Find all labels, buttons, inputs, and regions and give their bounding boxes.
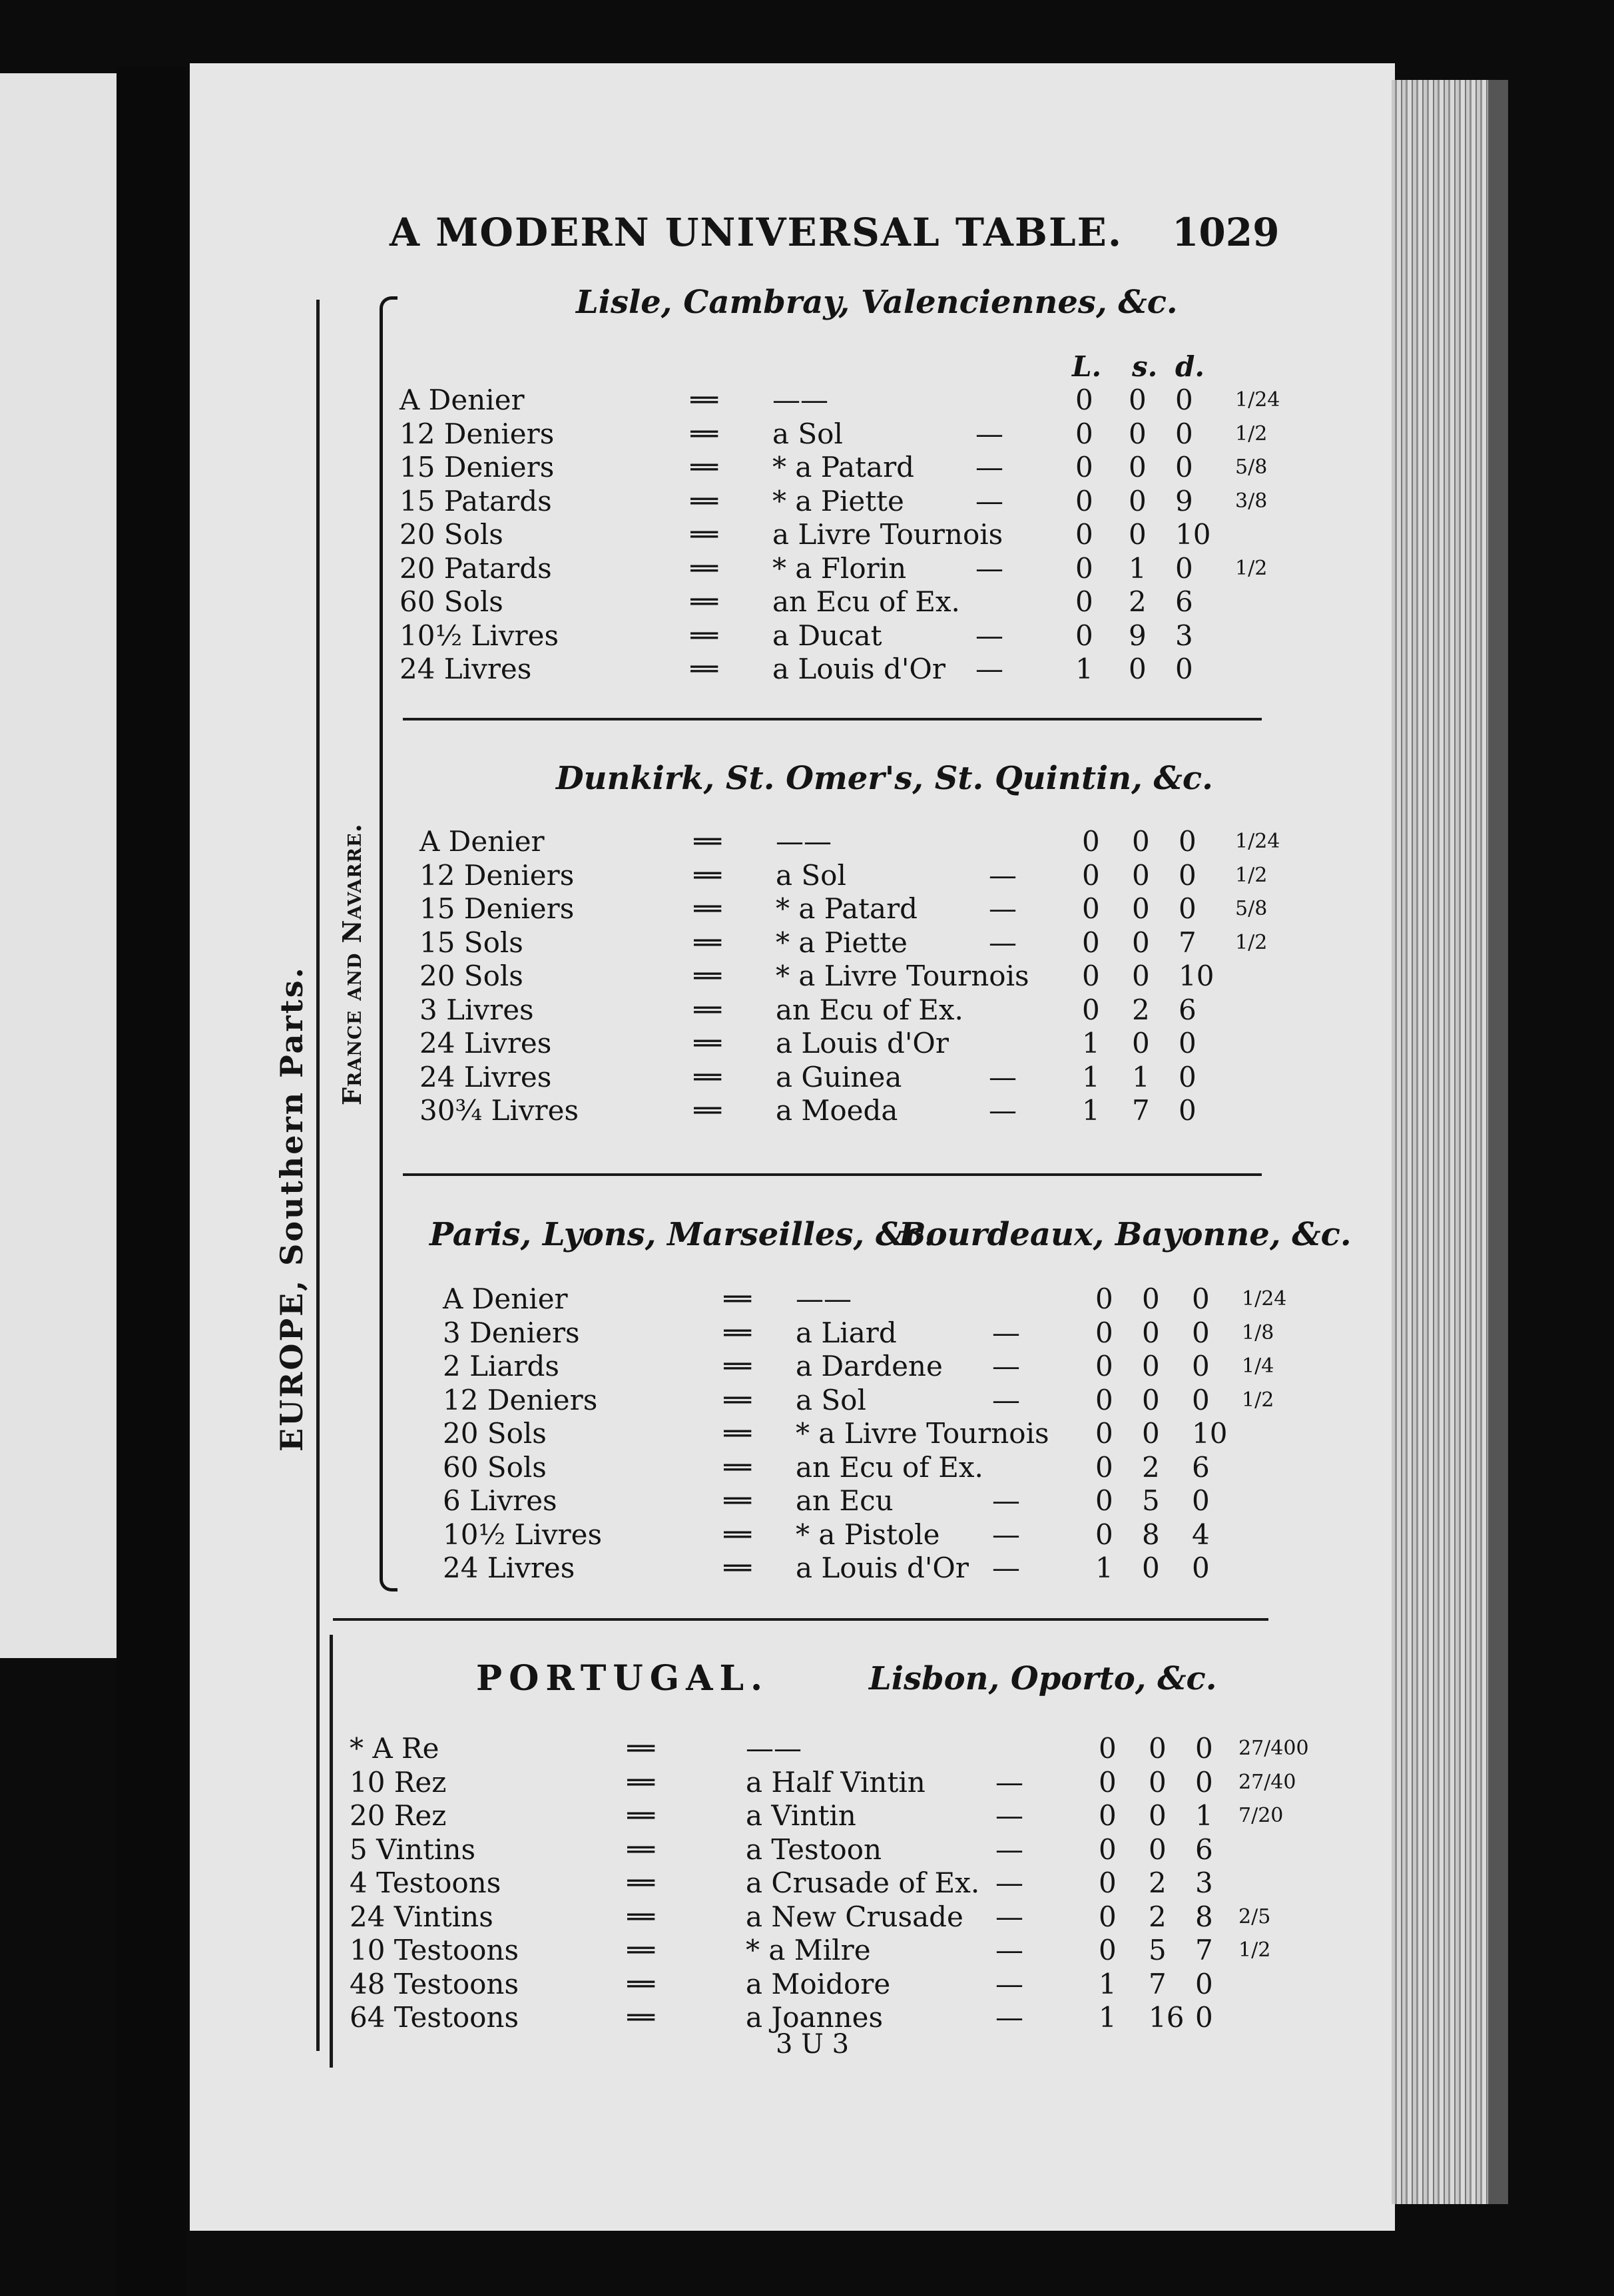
quantity-cell: 2 Liards <box>443 1350 559 1382</box>
shillings-cell: 2 <box>1132 994 1150 1026</box>
shillings-cell: 5 <box>1142 1484 1160 1517</box>
pounds-cell: 1 <box>1082 1061 1100 1093</box>
coin-name-cell: a Moidore <box>746 1968 891 2000</box>
leader-dash: — <box>995 2001 1023 2034</box>
pence-cell: 3 <box>1195 1866 1213 1899</box>
coin-name-cell: * a Milre <box>746 1934 871 1966</box>
coin-name-cell: a Louis d'Or <box>772 653 945 685</box>
pence-cell: 7 <box>1179 926 1197 959</box>
pounds-cell: 0 <box>1099 1934 1117 1966</box>
leader-dash: — <box>989 1094 1017 1127</box>
leader-dash: — <box>995 1833 1023 1866</box>
quantity-cell: 3 Deniers <box>443 1316 580 1349</box>
coin-name-cell: a Sol <box>796 1384 866 1416</box>
equals-sign: = <box>689 931 723 954</box>
section-title: Dunkirk, St. Omer's, St. Quintin, &c. <box>556 760 1213 797</box>
leader-dash: — <box>995 1866 1023 1899</box>
pence-cell: 0 <box>1179 1094 1197 1127</box>
shillings-cell: 0 <box>1132 825 1150 858</box>
coin-name-cell: a Sol <box>776 859 846 892</box>
coin-name-cell: an Ecu <box>796 1484 894 1517</box>
shillings-cell: 2 <box>1129 585 1147 618</box>
pence-cell: 6 <box>1192 1451 1210 1484</box>
section-title-right: Bourdeaux, Bayonne, &c. <box>899 1216 1352 1253</box>
shillings-cell: 8 <box>1142 1518 1160 1551</box>
pounds-cell: 0 <box>1099 1766 1117 1799</box>
pounds-cell: 0 <box>1075 585 1093 618</box>
quantity-cell: 10 Rez <box>350 1766 447 1799</box>
quantity-cell: 20 Patards <box>400 552 552 585</box>
pence-cell: 0 <box>1179 1027 1197 1059</box>
country-title: PORTUGAL. <box>476 1658 770 1699</box>
leader-dash: — <box>989 892 1017 925</box>
pounds-cell: 0 <box>1095 1451 1113 1484</box>
pounds-cell: 0 <box>1095 1350 1113 1382</box>
quantity-cell: 30¾ Livres <box>419 1094 579 1127</box>
shillings-cell: 0 <box>1142 1552 1160 1584</box>
pounds-cell: 0 <box>1095 1316 1113 1349</box>
equals-sign: = <box>686 557 720 580</box>
pence-cell: 10 <box>1175 518 1211 551</box>
quantity-cell: 12 Deniers <box>419 859 575 892</box>
coin-name-cell: an Ecu of Ex. <box>796 1451 983 1484</box>
fraction-cell: 1/24 <box>1235 388 1280 412</box>
section-divider-1 <box>403 718 1262 720</box>
fraction-cell: 1/24 <box>1235 830 1280 853</box>
quantity-cell: * A Re <box>350 1732 439 1765</box>
shillings-cell: 0 <box>1142 1384 1160 1416</box>
fraction-cell: 1/2 <box>1235 557 1268 580</box>
shillings-cell: 0 <box>1129 485 1147 517</box>
pence-cell: 6 <box>1175 585 1193 618</box>
fraction-cell: 27/40 <box>1238 1771 1296 1794</box>
leader-dash: — <box>995 1766 1023 1799</box>
pounds-cell: 0 <box>1099 1900 1117 1933</box>
equals-sign: = <box>623 1972 657 1996</box>
quantity-cell: 3 Livres <box>419 994 534 1026</box>
leader-dash: — <box>989 859 1017 892</box>
leader-dash: — <box>995 1968 1023 2000</box>
pence-cell: 0 <box>1179 892 1197 925</box>
coin-name-cell: * a Livre Tournois <box>796 1417 1049 1450</box>
leader-dash: — <box>975 552 1003 585</box>
shillings-cell: 7 <box>1132 1094 1150 1127</box>
pence-cell: 4 <box>1192 1518 1210 1551</box>
coin-name-cell: * a Florin <box>772 552 907 585</box>
pounds-cell: 0 <box>1095 1384 1113 1416</box>
section-title: Lisle, Cambray, Valenciennes, &c. <box>576 284 1178 321</box>
equals-sign: = <box>719 1523 753 1546</box>
leader-dash: — <box>995 1799 1023 1832</box>
leader-dash: — <box>995 1934 1023 1966</box>
pounds-cell: 0 <box>1075 418 1093 450</box>
shillings-cell: 5 <box>1149 1934 1167 1966</box>
quantity-cell: A Denier <box>400 384 525 416</box>
quantity-cell: 6 Livres <box>443 1484 557 1517</box>
equals-sign: = <box>623 1905 657 1928</box>
shillings-cell: 0 <box>1142 1417 1160 1450</box>
leader-dash: — <box>975 485 1003 517</box>
pounds-cell: 0 <box>1099 1799 1117 1832</box>
shillings-cell: 0 <box>1149 1833 1167 1866</box>
pounds-cell: 0 <box>1075 485 1093 517</box>
coin-name-cell: a Louis d'Or <box>776 1027 949 1059</box>
shillings-column-head: s. <box>1132 350 1158 383</box>
previous-page-edge <box>0 73 117 1658</box>
leader-dash: — <box>992 1384 1020 1416</box>
equals-sign: = <box>623 2006 657 2029</box>
leader-dash: — <box>975 418 1003 450</box>
pence-cell: 10 <box>1179 960 1214 992</box>
quantity-cell: 64 Testoons <box>350 2001 519 2034</box>
pounds-column-head: L. <box>1072 350 1102 383</box>
coin-name-cell: * a Patard <box>772 451 915 483</box>
equals-sign: = <box>689 964 723 988</box>
pounds-cell: 0 <box>1075 552 1093 585</box>
quantity-cell: 15 Deniers <box>400 451 555 483</box>
coin-name-cell: a Guinea <box>776 1061 902 1093</box>
pence-cell: 8 <box>1195 1900 1213 1933</box>
france-brace <box>380 296 398 1591</box>
coin-name-cell: * a Piette <box>776 926 908 959</box>
pence-cell: 3 <box>1175 619 1193 652</box>
pounds-cell: 0 <box>1082 960 1100 992</box>
pence-cell: 0 <box>1175 653 1193 685</box>
pounds-cell: 0 <box>1099 1866 1117 1899</box>
equals-sign: = <box>719 1388 753 1412</box>
shillings-cell: 2 <box>1142 1451 1160 1484</box>
pence-cell: 0 <box>1175 451 1193 483</box>
quantity-cell: 60 Sols <box>400 585 503 618</box>
fraction-cell: 1/4 <box>1242 1354 1274 1378</box>
fraction-cell: 1/24 <box>1242 1287 1287 1310</box>
coin-name-cell: * a Livre Tournois <box>776 960 1029 992</box>
equals-sign: = <box>719 1556 753 1579</box>
book-gutter <box>117 67 186 2296</box>
pence-cell: 0 <box>1195 1968 1213 2000</box>
pounds-cell: 0 <box>1082 994 1100 1026</box>
quantity-cell: 24 Livres <box>419 1027 552 1059</box>
quantity-cell: 20 Sols <box>443 1417 547 1450</box>
fraction-cell: 2/5 <box>1238 1905 1271 1928</box>
running-title: A MODERN UNIVERSAL TABLE. <box>390 210 1123 255</box>
quantity-cell: 20 Sols <box>419 960 523 992</box>
equals-sign: = <box>689 897 723 920</box>
shillings-cell: 0 <box>1149 1766 1167 1799</box>
equals-sign: = <box>623 1871 657 1894</box>
equals-sign: = <box>623 1838 657 1861</box>
equals-sign: = <box>686 422 720 445</box>
equals-sign: = <box>686 624 720 647</box>
coin-name-cell: a Half Vintin <box>746 1766 926 1799</box>
shillings-cell: 0 <box>1129 518 1147 551</box>
pounds-cell: 0 <box>1099 1833 1117 1866</box>
shillings-cell: 16 <box>1149 2001 1185 2034</box>
shillings-cell: 0 <box>1132 960 1150 992</box>
equals-sign: = <box>719 1354 753 1378</box>
coin-name-cell: a Louis d'Or <box>796 1552 969 1584</box>
fraction-cell: 1/8 <box>1242 1321 1274 1344</box>
shillings-cell: 2 <box>1149 1900 1167 1933</box>
coin-name-cell: —— <box>746 1732 802 1765</box>
pounds-cell: 0 <box>1095 1484 1113 1517</box>
pence-cell: 0 <box>1195 2001 1213 2034</box>
fraction-cell: 1/2 <box>1235 931 1268 954</box>
pence-cell: 0 <box>1192 1350 1210 1382</box>
section-title: Lisbon, Oporto, &c. <box>869 1660 1217 1697</box>
equals-sign: = <box>686 455 720 479</box>
leader-dash: — <box>992 1552 1020 1584</box>
signature-mark: 3 U 3 <box>776 2029 850 2060</box>
pence-cell: 0 <box>1192 1283 1210 1315</box>
leader-dash: — <box>975 653 1003 685</box>
pence-cell: 6 <box>1179 994 1197 1026</box>
leader-dash: — <box>992 1316 1020 1349</box>
pence-cell: 0 <box>1195 1732 1213 1765</box>
quantity-cell: 20 Rez <box>350 1799 447 1832</box>
equals-sign: = <box>689 1031 723 1055</box>
quantity-cell: 48 Testoons <box>350 1968 519 2000</box>
fraction-cell: 5/8 <box>1235 897 1268 920</box>
page-number: 1029 <box>1172 210 1280 255</box>
pounds-cell: 0 <box>1075 619 1093 652</box>
coin-name-cell: a Livre Tournois <box>772 518 1003 551</box>
quantity-cell: 15 Patards <box>400 485 552 517</box>
pence-cell: 6 <box>1195 1833 1213 1866</box>
quantity-cell: A Denier <box>419 825 545 858</box>
equals-sign: = <box>719 1489 753 1512</box>
pence-cell: 0 <box>1192 1384 1210 1416</box>
pounds-cell: 0 <box>1095 1518 1113 1551</box>
pence-cell: 0 <box>1179 825 1197 858</box>
pounds-cell: 0 <box>1095 1283 1113 1315</box>
equals-sign: = <box>623 1804 657 1827</box>
shillings-cell: 2 <box>1149 1866 1167 1899</box>
pounds-cell: 0 <box>1095 1417 1113 1450</box>
shillings-cell: 0 <box>1149 1799 1167 1832</box>
quantity-cell: 20 Sols <box>400 518 503 551</box>
coin-name-cell: a New Crusade <box>746 1900 963 1933</box>
leader-dash: — <box>992 1518 1020 1551</box>
equals-sign: = <box>623 1771 657 1794</box>
shillings-cell: 0 <box>1132 892 1150 925</box>
quantity-cell: 12 Deniers <box>443 1384 598 1416</box>
pence-cell: 0 <box>1175 384 1193 416</box>
quantity-cell: 60 Sols <box>443 1451 547 1484</box>
quantity-cell: 15 Deniers <box>419 892 575 925</box>
pence-cell: 0 <box>1192 1552 1210 1584</box>
pence-cell: 0 <box>1179 859 1197 892</box>
quantity-cell: 24 Vintins <box>350 1900 493 1933</box>
quantity-cell: 15 Sols <box>419 926 523 959</box>
shillings-cell: 0 <box>1129 653 1147 685</box>
coin-name-cell: a Moeda <box>776 1094 898 1127</box>
portugal-rule <box>330 1635 333 2068</box>
quantity-cell: 24 Livres <box>443 1552 575 1584</box>
leader-dash: — <box>992 1484 1020 1517</box>
equals-sign: = <box>686 590 720 613</box>
pence-cell: 0 <box>1195 1766 1213 1799</box>
shillings-cell: 0 <box>1142 1350 1160 1382</box>
pounds-cell: 0 <box>1075 451 1093 483</box>
coin-name-cell: —— <box>796 1283 852 1315</box>
coin-name-cell: a Liard <box>796 1316 897 1349</box>
pounds-cell: 0 <box>1082 825 1100 858</box>
pence-column-head: d. <box>1175 350 1205 383</box>
coin-name-cell: a Joannes <box>746 2001 884 2034</box>
coin-name-cell: * a Pistole <box>796 1518 940 1551</box>
pence-cell: 1 <box>1195 1799 1213 1832</box>
fraction-cell: 5/8 <box>1235 455 1268 479</box>
leader-dash: — <box>975 619 1003 652</box>
leader-dash: — <box>992 1350 1020 1382</box>
pounds-cell: 0 <box>1099 1732 1117 1765</box>
pounds-cell: 1 <box>1075 653 1093 685</box>
coin-name-cell: an Ecu of Ex. <box>776 994 963 1026</box>
equals-sign: = <box>689 830 723 853</box>
quantity-cell: 10½ Livres <box>400 619 559 652</box>
shillings-cell: 9 <box>1129 619 1147 652</box>
fraction-cell: 1/2 <box>1235 864 1268 887</box>
quantity-cell: 24 Livres <box>400 653 532 685</box>
section-divider-2 <box>403 1173 1262 1176</box>
shillings-cell: 0 <box>1149 1732 1167 1765</box>
pounds-cell: 0 <box>1075 384 1093 416</box>
leader-dash: — <box>989 926 1017 959</box>
pounds-cell: 1 <box>1095 1552 1113 1584</box>
leader-dash: — <box>989 1061 1017 1093</box>
quantity-cell: 10½ Livres <box>443 1518 603 1551</box>
coin-name-cell: a Testoon <box>746 1833 882 1866</box>
shillings-cell: 0 <box>1129 384 1147 416</box>
fraction-cell: 7/20 <box>1238 1804 1284 1827</box>
shillings-cell: 0 <box>1132 859 1150 892</box>
fraction-cell: 3/8 <box>1235 489 1268 513</box>
pounds-cell: 1 <box>1099 2001 1117 2034</box>
pence-cell: 10 <box>1192 1417 1228 1450</box>
shillings-cell: 1 <box>1129 552 1147 585</box>
region-side-label: EUROPE, Southern Parts. <box>274 966 310 1452</box>
equals-sign: = <box>719 1321 753 1344</box>
equals-sign: = <box>689 998 723 1021</box>
equals-sign: = <box>719 1287 753 1310</box>
pence-cell: 0 <box>1179 1061 1197 1093</box>
country-side-label: France and Navarre. <box>337 823 367 1105</box>
coin-name-cell: a Sol <box>772 418 843 450</box>
quantity-cell: 10 Testoons <box>350 1934 519 1966</box>
shillings-cell: 0 <box>1132 1027 1150 1059</box>
equals-sign: = <box>686 388 720 412</box>
quantity-cell: 4 Testoons <box>350 1866 501 1899</box>
coin-name-cell: * a Piette <box>772 485 904 517</box>
shillings-cell: 0 <box>1132 926 1150 959</box>
pounds-cell: 0 <box>1082 859 1100 892</box>
fraction-cell: 1/2 <box>1238 1938 1271 1962</box>
pence-cell: 0 <box>1175 552 1193 585</box>
shillings-cell: 1 <box>1132 1061 1150 1093</box>
equals-sign: = <box>623 1938 657 1962</box>
coin-name-cell: a Dardene <box>796 1350 943 1382</box>
page-stack-edge <box>1392 80 1488 2204</box>
pounds-cell: 0 <box>1082 926 1100 959</box>
shillings-cell: 0 <box>1129 451 1147 483</box>
pounds-cell: 0 <box>1082 892 1100 925</box>
equals-sign: = <box>689 1065 723 1089</box>
equals-sign: = <box>719 1456 753 1479</box>
pence-cell: 9 <box>1175 485 1193 517</box>
coin-name-cell: an Ecu of Ex. <box>772 585 960 618</box>
quantity-cell: 5 Vintins <box>350 1833 476 1866</box>
pence-cell: 0 <box>1192 1316 1210 1349</box>
region-rule <box>316 300 320 2051</box>
pence-cell: 0 <box>1175 418 1193 450</box>
section-divider-3 <box>333 1618 1268 1621</box>
coin-name-cell: * a Patard <box>776 892 918 925</box>
equals-sign: = <box>686 523 720 546</box>
leader-dash: — <box>975 451 1003 483</box>
pounds-cell: 1 <box>1099 1968 1117 2000</box>
equals-sign: = <box>686 489 720 513</box>
fraction-cell: 1/2 <box>1242 1388 1274 1412</box>
shillings-cell: 0 <box>1142 1283 1160 1315</box>
shillings-cell: 7 <box>1149 1968 1167 2000</box>
page-stack-shadow <box>1488 80 1508 2204</box>
coin-name-cell: —— <box>772 384 828 416</box>
equals-sign: = <box>689 864 723 887</box>
quantity-cell: A Denier <box>443 1283 568 1315</box>
pounds-cell: 1 <box>1082 1094 1100 1127</box>
fraction-cell: 1/2 <box>1235 422 1268 445</box>
section-title-left: Paris, Lyons, Marseilles, &c. <box>429 1216 936 1253</box>
coin-name-cell: a Ducat <box>772 619 882 652</box>
pounds-cell: 1 <box>1082 1027 1100 1059</box>
coin-name-cell: a Vintin <box>746 1799 856 1832</box>
quantity-cell: 12 Deniers <box>400 418 555 450</box>
shillings-cell: 0 <box>1129 418 1147 450</box>
pounds-cell: 0 <box>1075 518 1093 551</box>
equals-sign: = <box>686 657 720 681</box>
coin-name-cell: —— <box>776 825 832 858</box>
equals-sign: = <box>719 1422 753 1445</box>
pence-cell: 0 <box>1192 1484 1210 1517</box>
shillings-cell: 0 <box>1142 1316 1160 1349</box>
equals-sign: = <box>689 1099 723 1122</box>
fraction-cell: 27/400 <box>1238 1737 1309 1760</box>
equals-sign: = <box>623 1737 657 1760</box>
pence-cell: 7 <box>1195 1934 1213 1966</box>
leader-dash: — <box>995 1900 1023 1933</box>
coin-name-cell: a Crusade of Ex. <box>746 1866 980 1899</box>
quantity-cell: 24 Livres <box>419 1061 552 1093</box>
